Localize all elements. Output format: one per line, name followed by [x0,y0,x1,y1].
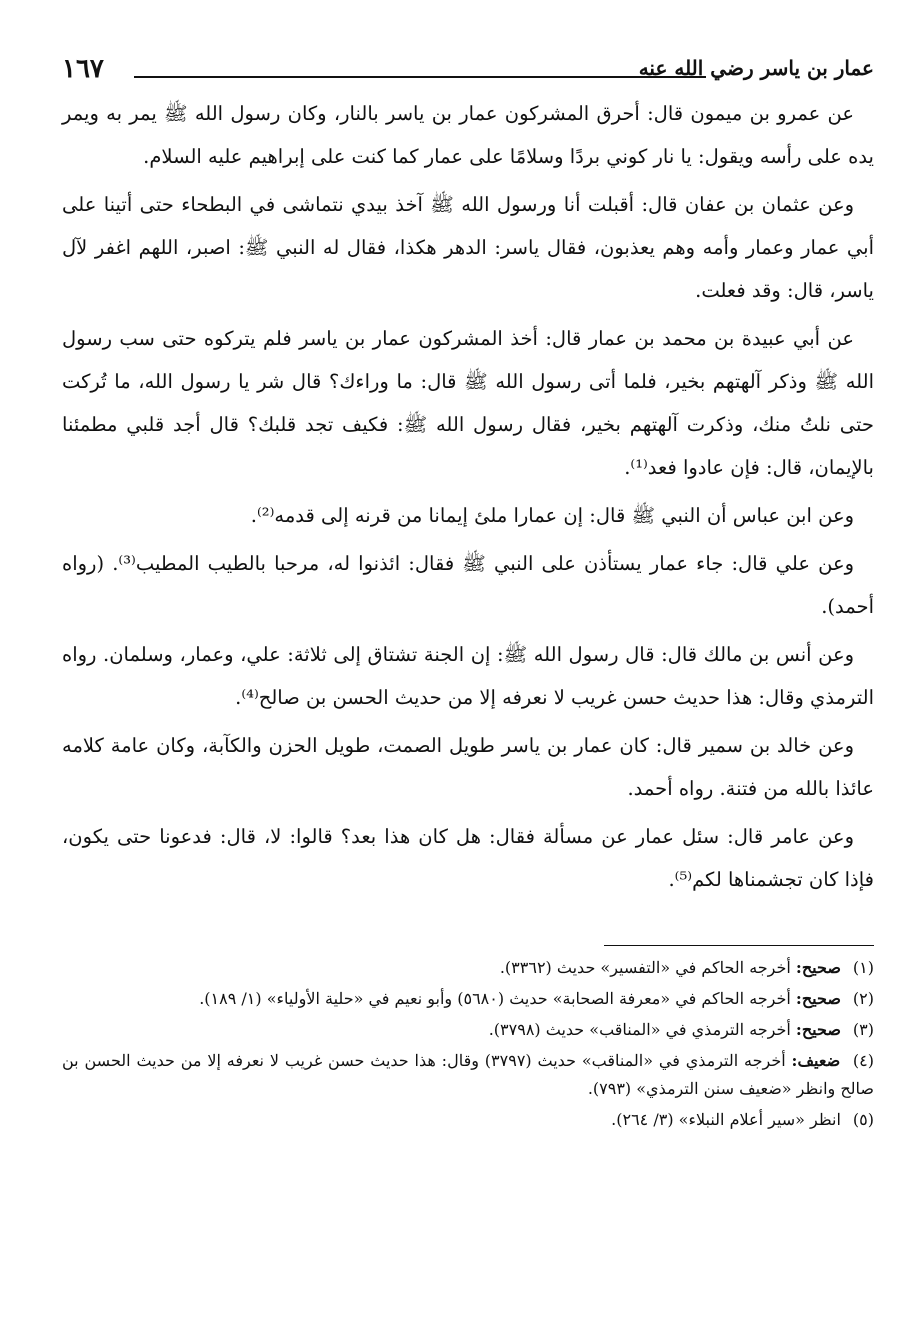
paragraph: وعن خالد بن سمير قال: كان عمار بن ياسر طويل الصمت، طويل الحزن والكآبة، وكان عامة كلامه عائذا بالله من فتنة. رواه أحمد. [62,734,874,800]
footnote-number: (٣) [852,1020,874,1039]
paragraph: عن أبي عبيدة بن محمد بن عمار قال: أخذ المشركون عمار بن ياسر فلم يتركوه حتى سب رسول الله ﷺ وذكر آلهتهم بخير، فلما أتى رسول الله ﷺ قال: ما وراءك؟ قال شر يا رسول الله، ما تُركت حتى نلتُ منك، وذكرت آلهتهم بخير، فقال رسول الله ﷺ: فكيف تجد قلبك؟ قال أجد قلبي مطمئنا بالإيمان، قال: فإن عادوا فعد⁽¹⁾. [62,327,874,479]
paragraph: وعن ابن عباس أن النبي ﷺ قال: إن عمارا ملئ إيمانا من قرنه إلى قدمه⁽²⁾. [250,504,854,527]
footnote-text: أخرجه الترمذي في «المناقب» حديث (٣٧٩٨). [488,1020,791,1039]
running-title: عمار بن ياسر رضي الله عنه [638,56,874,80]
footnote-separator [604,945,874,946]
book-page [62,46,874,1137]
page-header [62,46,874,92]
paragraph: وعن عثمان بن عفان قال: أقبلت أنا ورسول الله ﷺ آخذ بيدي نتماشى في البطحاء حتى أتينا على أبي عمار وعمار وأمه وهم يعذبون، فقال ياسر: الدهر هكذا، فقال له النبي ﷺ: اصبر، اللهم اغفر لآل ياسر، قال: وقد فعلت. [62,193,874,302]
footnote-text: انظر «سير أعلام النبلاء» (٣/ ٢٦٤). [611,1110,841,1129]
main-text [62,92,874,901]
footnotes [62,945,874,1134]
footnote-number: (٤) [852,1051,875,1070]
footnote-text: أخرجه الترمذي في «المناقب» حديث (٣٧٩٧) وقال: هذا حديث حسن غريب لا نعرفه إلا من حديث الحسن بن صالح وانظر «ضعيف سنن الترمذي» (٧٩٣). [62,1051,874,1098]
footnote-number: (٢) [852,989,874,1008]
footnote [62,1047,874,1103]
footnote [62,954,874,982]
footnote-grade: صحيح: [795,989,841,1008]
footnote-number: (١) [852,958,874,977]
footnote-text: أخرجه الحاكم في «معرفة الصحابة» حديث (٥٦٨٠) وأبو نعيم في «حلية الأولياء» (١/ ١٨٩). [199,989,791,1008]
footnote [62,985,874,1013]
page-number: ١٦٧ [62,54,104,84]
footnote-number: (٥) [852,1110,874,1129]
paragraph: عن عمرو بن ميمون قال: أحرق المشركون عمار بن ياسر بالنار، وكان رسول الله ﷺ يمر به ويمر يده على رأسه ويقول: يا نار كوني بردًا وسلامًا على عمار كما كنت على إبراهيم عليه السلام. [62,102,874,168]
footnote [62,1106,874,1134]
footnote-grade: صحيح: [795,958,841,977]
footnote-grade: صحيح: [795,1020,841,1039]
header-rule [134,76,706,78]
paragraph: وعن أنس بن مالك قال: قال رسول الله ﷺ: إن الجنة تشتاق إلى ثلاثة: علي، وعمار، وسلمان. رواه الترمذي وقال: هذا حديث حسن غريب لا نعرفه إلا من حديث الحسن بن صالح⁽⁴⁾. [62,643,874,709]
footnote [62,1016,874,1044]
paragraph: وعن علي قال: جاء عمار يستأذن على النبي ﷺ فقال: ائذنوا له، مرحبا بالطيب المطيب⁽³⁾. (رواه أحمد). [62,552,874,618]
paragraph: وعن عامر قال: سئل عمار عن مسألة فقال: هل كان هذا بعد؟ قالوا: لا، قال: فدعونا حتى يكون، فإذا كان تجشمناها لكم⁽⁵⁾. [62,825,874,891]
footnote-grade: ضعيف: [791,1051,841,1070]
footnote-text: أخرجه الحاكم في «التفسير» حديث (٣٣٦٢). [499,958,791,977]
